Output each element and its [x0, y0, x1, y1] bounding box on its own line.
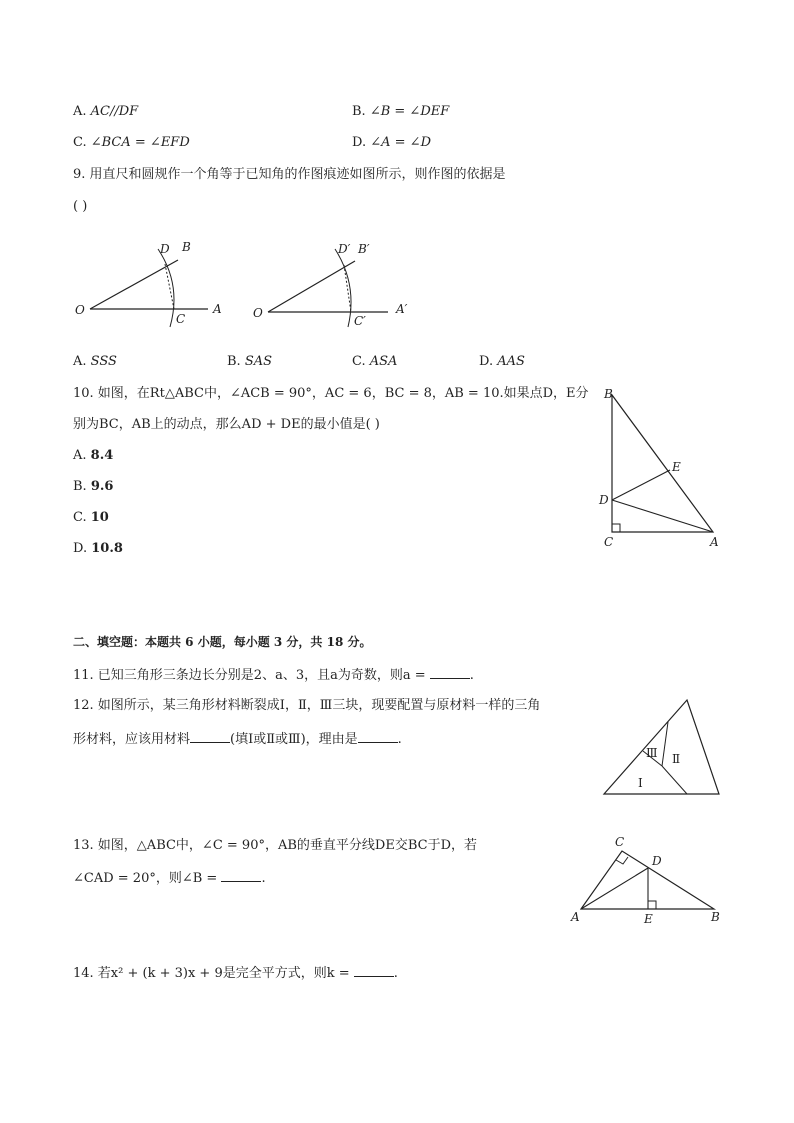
option-text: 9.6	[90, 479, 114, 494]
q12-text-b: (填Ⅰ或Ⅱ或Ⅲ)，理由是	[230, 732, 358, 747]
option-label: C.	[352, 354, 370, 369]
vertex-a-label: A	[710, 535, 719, 549]
q9-option-b	[227, 354, 272, 370]
q10-option-b	[73, 479, 113, 495]
point-b-label: B	[182, 240, 191, 254]
option-label: D.	[352, 135, 371, 150]
option-text: SAS	[244, 354, 273, 369]
option-text: AAS	[497, 354, 525, 369]
option-text: 10.8	[91, 541, 123, 556]
point-c-prime-label: C′	[354, 314, 366, 328]
q12-stem-line2	[73, 730, 402, 748]
q12-stem-line1: 12. 如图所示，某三角形材料断裂成Ⅰ，Ⅱ，Ⅲ三块，现要配置与原材料一样的三角	[73, 698, 541, 713]
point-a-prime-label: A′	[396, 302, 408, 316]
answer-blank-material[interactable]	[190, 730, 230, 743]
vertex-c-label: C	[604, 535, 614, 549]
option-text: AC//DF	[90, 104, 139, 119]
q9-figure-original-angle	[70, 235, 230, 330]
answer-blank-reason[interactable]	[358, 730, 398, 743]
q10-option-d	[73, 541, 123, 557]
option-text: ∠A = ∠D	[370, 135, 431, 150]
option-label: B.	[352, 104, 370, 119]
point-d-label: D	[599, 493, 609, 507]
option-text: 8.4	[90, 448, 114, 463]
option-label: C.	[73, 135, 91, 150]
q9-option-d	[479, 354, 525, 370]
q12-text-a: 形材料，应该用材料	[73, 732, 191, 747]
option-label: A.	[73, 104, 91, 119]
q11-stem	[73, 666, 474, 684]
q14-text: 14. 若x² + (k + 3)x + 9是完全平方式，则k =	[73, 966, 354, 981]
point-e-label: E	[644, 912, 653, 926]
q11-text: 11. 已知三角形三条边长分别是2、a、3，且a为奇数，则a =	[73, 668, 430, 683]
q12-figure-broken-triangle	[600, 695, 725, 800]
point-d-prime-label: D′	[338, 242, 351, 256]
option-label: D.	[479, 354, 498, 369]
point-o-label: O	[75, 303, 85, 317]
q13-end: .	[261, 871, 266, 886]
option-label: B.	[73, 479, 91, 494]
point-b-prime-label: B′	[358, 242, 370, 256]
piece-ii-label: Ⅱ	[672, 752, 681, 766]
q8-option-c	[73, 135, 190, 151]
option-text: SSS	[90, 354, 117, 369]
answer-blank[interactable]	[354, 964, 394, 977]
option-label: B.	[227, 354, 245, 369]
option-label: C.	[73, 510, 91, 525]
q9-stem: 9. 用直尺和圆规作一个角等于已知角的作图痕迹如图所示，则作图的依据是	[73, 167, 506, 182]
option-label: D.	[73, 541, 92, 556]
q10-figure-right-triangle	[595, 385, 730, 555]
option-label: A.	[73, 354, 91, 369]
piece-iii-label: Ⅲ	[646, 746, 658, 760]
vertex-b-label: B	[711, 910, 720, 924]
option-text: ∠B = ∠DEF	[369, 104, 450, 119]
point-a-label: A	[213, 302, 222, 316]
q11-end: .	[469, 668, 474, 683]
q8-option-d	[352, 135, 431, 151]
point-d-label: D	[652, 854, 662, 868]
section-heading: 二、填空题：本题共 6 小题，每小题 3 分，共 18 分。	[73, 635, 372, 649]
q9-option-c	[352, 354, 397, 370]
q13-figure-triangle	[568, 832, 728, 932]
point-c-label: C	[176, 312, 186, 326]
q13-stem-line1: 13. 如图，△ABC中，∠C = 90°，AB的垂直平分线DE交BC于D，若	[73, 838, 477, 853]
q10-option-c	[73, 510, 109, 526]
q8-option-b	[352, 104, 449, 120]
q12-end: .	[397, 732, 402, 747]
q9-figure-copied-angle	[250, 235, 420, 330]
q14-stem	[73, 964, 398, 982]
q10-option-a	[73, 448, 113, 464]
answer-blank[interactable]	[430, 666, 470, 679]
q13-text: ∠CAD = 20°，则∠B =	[73, 871, 222, 886]
vertex-c-label: C	[615, 835, 625, 849]
point-o-label: O	[253, 306, 263, 320]
point-d-label: D	[160, 242, 170, 256]
q9-option-a	[73, 354, 117, 370]
option-text: ∠BCA = ∠EFD	[90, 135, 190, 150]
piece-i-label: Ⅰ	[638, 776, 643, 790]
q9-paren: ( )	[73, 199, 88, 214]
point-e-label: E	[672, 460, 681, 474]
q10-stem-line2: 别为BC，AB上的动点，那么AD + DE的最小值是( )	[73, 417, 380, 432]
q14-end: .	[393, 966, 398, 981]
q13-stem-line2	[73, 869, 266, 887]
option-label: A.	[73, 448, 91, 463]
q8-option-a	[73, 104, 138, 120]
q10-stem-line1: 10. 如图，在Rt△ABC中，∠ACB = 90°，AC = 6，BC = 8，AB = 10.如果点D，E分	[73, 386, 589, 401]
option-text: 10	[90, 510, 109, 525]
vertex-a-label: A	[571, 910, 580, 924]
vertex-b-label: B	[604, 387, 613, 401]
answer-blank[interactable]	[221, 869, 261, 882]
option-text: ASA	[369, 354, 398, 369]
